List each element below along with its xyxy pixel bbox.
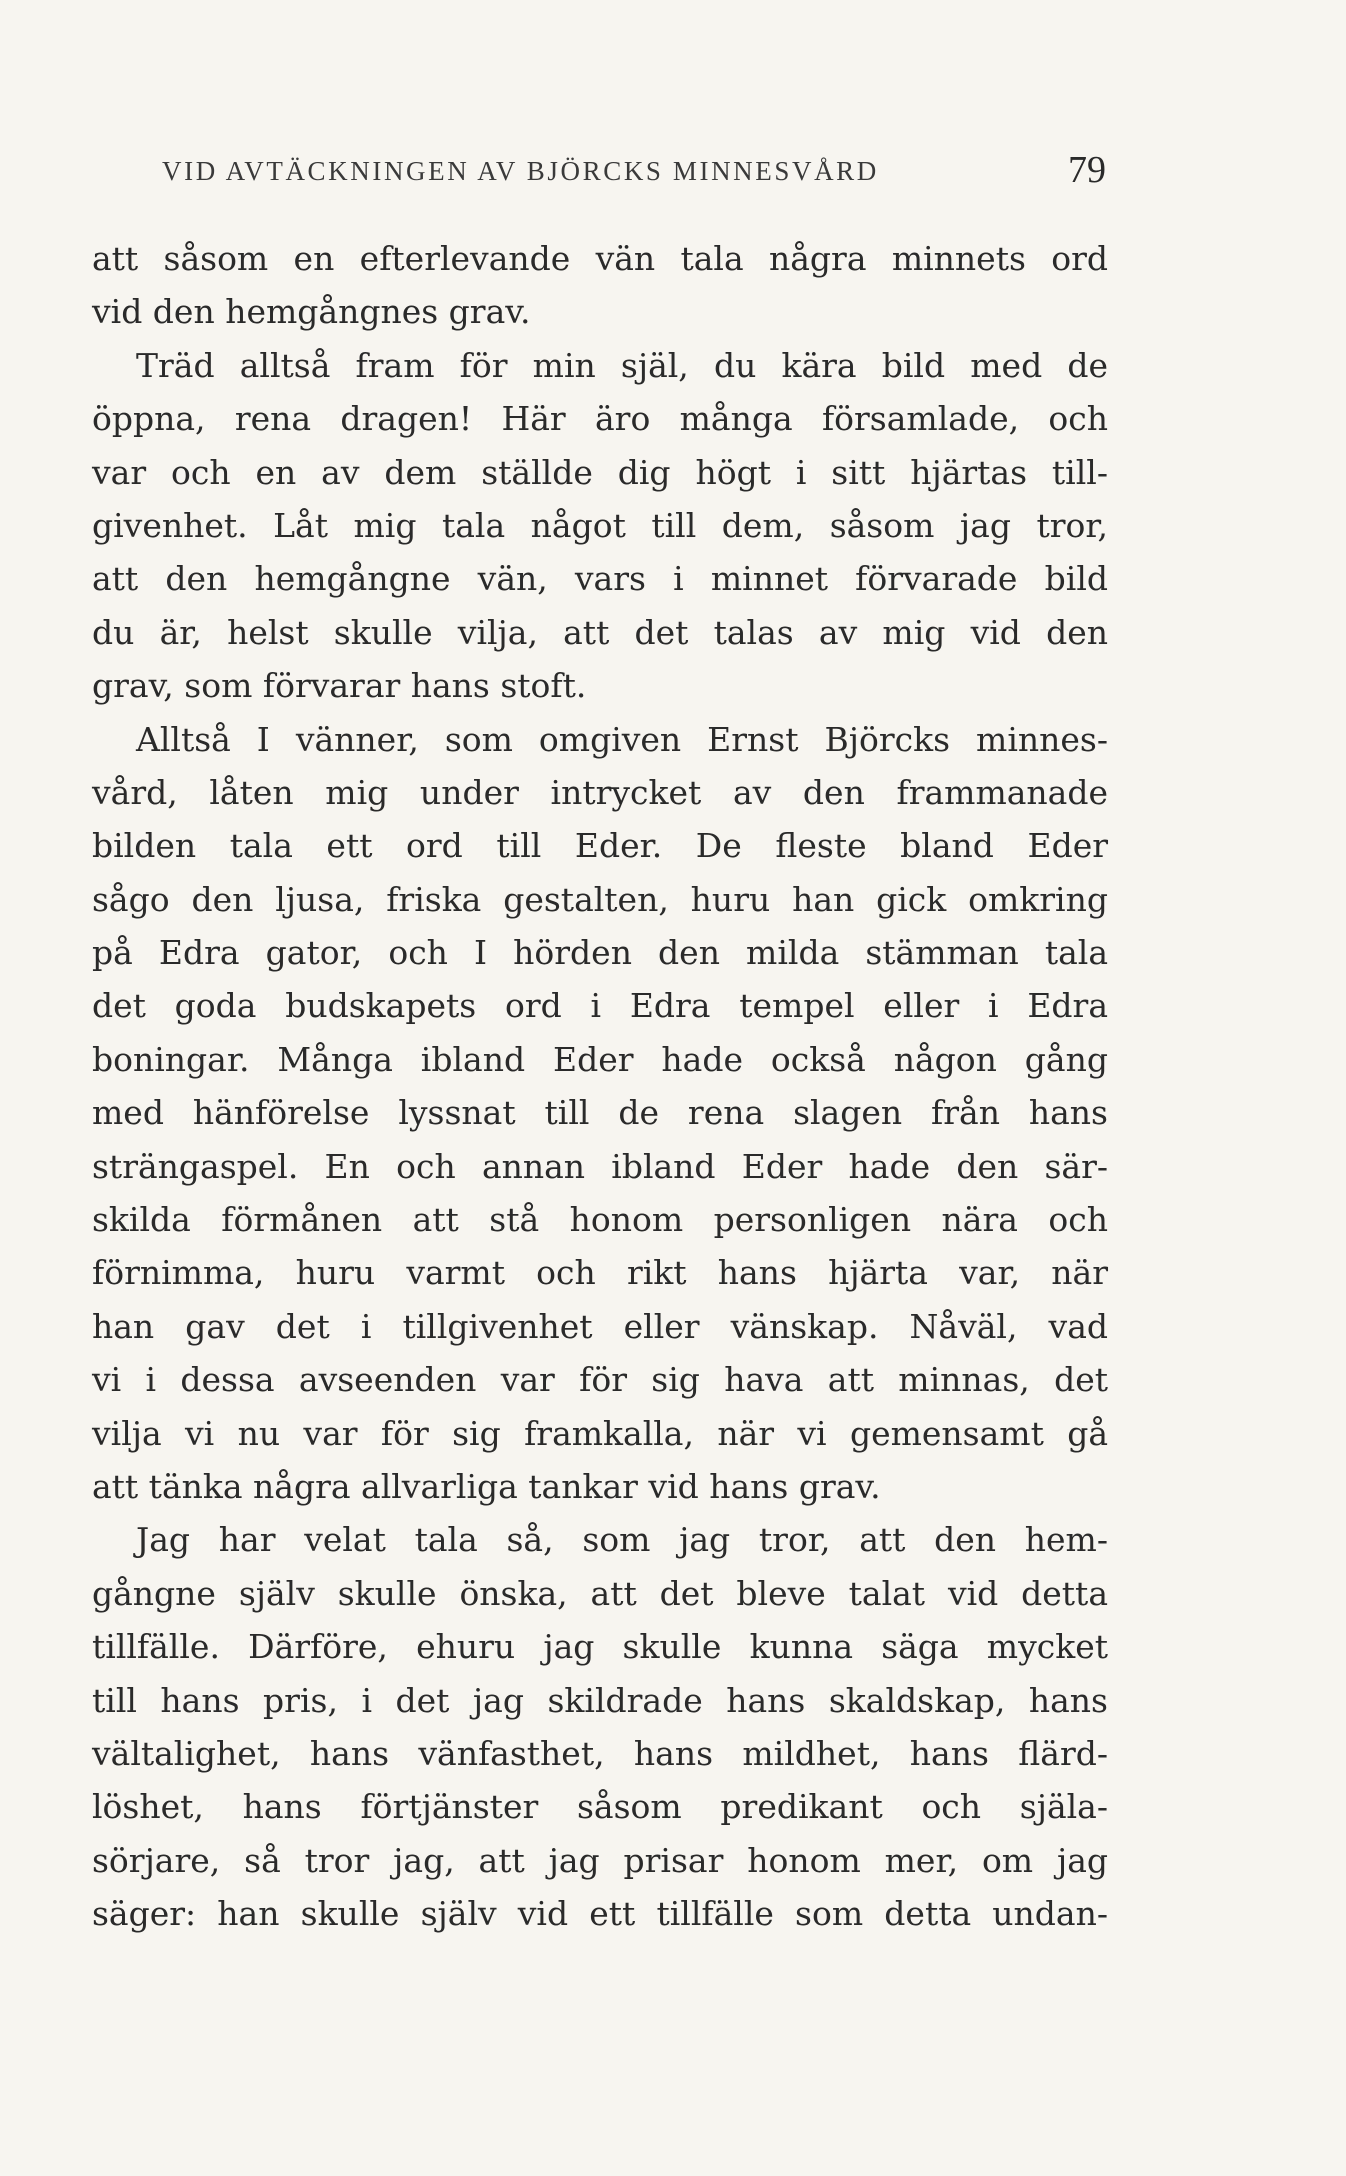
text-line: att såsom en efterlevande vän tala några minnets ord [92,239,1108,278]
text-line: med hänförelse lyssnat till de rena slagen från hans [92,1093,1108,1133]
text-line: grav, som förvarar hans stoft. [92,666,587,706]
text-line: skilda förmånen att stå honom personligen nära och [92,1200,1108,1240]
text-line: han gav det i tillgivenhet eller vänskap. Nåväl, vad [92,1306,1108,1346]
text-line: det goda budskapets ord i Edra tempel eller i Edra [92,986,1108,1026]
text-line: vid den hemgångnes grav. [92,292,531,332]
text-line: löshet, hans förtjänster såsom predikant och själa- [92,1787,1108,1827]
text-line: att tänka några allvarliga tankar vid hans grav. [92,1466,881,1506]
running-title: VID AVTÄCKNINGEN AV BJÖRCKS MINNESVÅRD [162,156,879,186]
text-line: på Edra gator, och I hörden den milda stämman tala [92,933,1108,973]
text-line: tillfälle. Därföre, ehuru jag skulle kunna säga mycket [92,1627,1108,1667]
text-line: boningar. Många ibland Eder hade också någon gång [92,1039,1108,1079]
text-line: vilja vi nu var för sig framkalla, när vi gemensamt gå [92,1413,1108,1453]
body-text [92,232,1108,1941]
text-line: vältalighet, hans vänfasthet, hans mildhet, hans flärd- [92,1733,1108,1773]
text-line: öppna, rena dragen! Här äro många församlade, och [92,399,1108,439]
text-line: vi i dessa avseenden var för sig hava att minnas, det [92,1360,1108,1400]
text-line: givenhet. Låt mig tala något till dem, såsom jag tror, [92,505,1108,545]
text-line: till hans pris, i det jag skildrade hans skaldskap, hans [92,1680,1108,1720]
text-line: säger: han skulle själv vid ett tillfälle som detta undan- [92,1894,1108,1934]
text-line: Alltså I vänner, som omgiven Ernst Björcks minnes- [136,719,1108,759]
text-line: var och en av dem ställde dig högt i sitt hjärtas till- [92,452,1108,492]
page-number: 79 [1068,149,1106,191]
text-line: att den hemgångne vän, vars i minnet förvarade bild [92,559,1108,599]
text-line: sörjare, så tror jag, att jag prisar honom mer, om jag [92,1840,1108,1880]
text-line: strängaspel. En och annan ibland Eder hade den sär- [92,1146,1108,1186]
text-line: Jag har velat tala så, som jag tror, att den hem- [136,1520,1108,1560]
running-header [162,148,1106,192]
text-line: vård, låten mig under intrycket av den frammanade [92,772,1108,812]
text-line: förnimma, huru varmt och rikt hans hjärta var, när [92,1253,1108,1293]
text-line: du är, helst skulle vilja, att det talas av mig vid den [92,612,1108,652]
text-line: gångne själv skulle önska, att det bleve talat vid detta [92,1573,1108,1613]
text-line: bilden tala ett ord till Eder. De fleste bland Eder [92,826,1108,866]
text-line: Träd alltså fram för min själ, du kära bild med de [136,345,1108,385]
text-line: sågo den ljusa, friska gestalten, huru han gick omkring [92,879,1108,919]
